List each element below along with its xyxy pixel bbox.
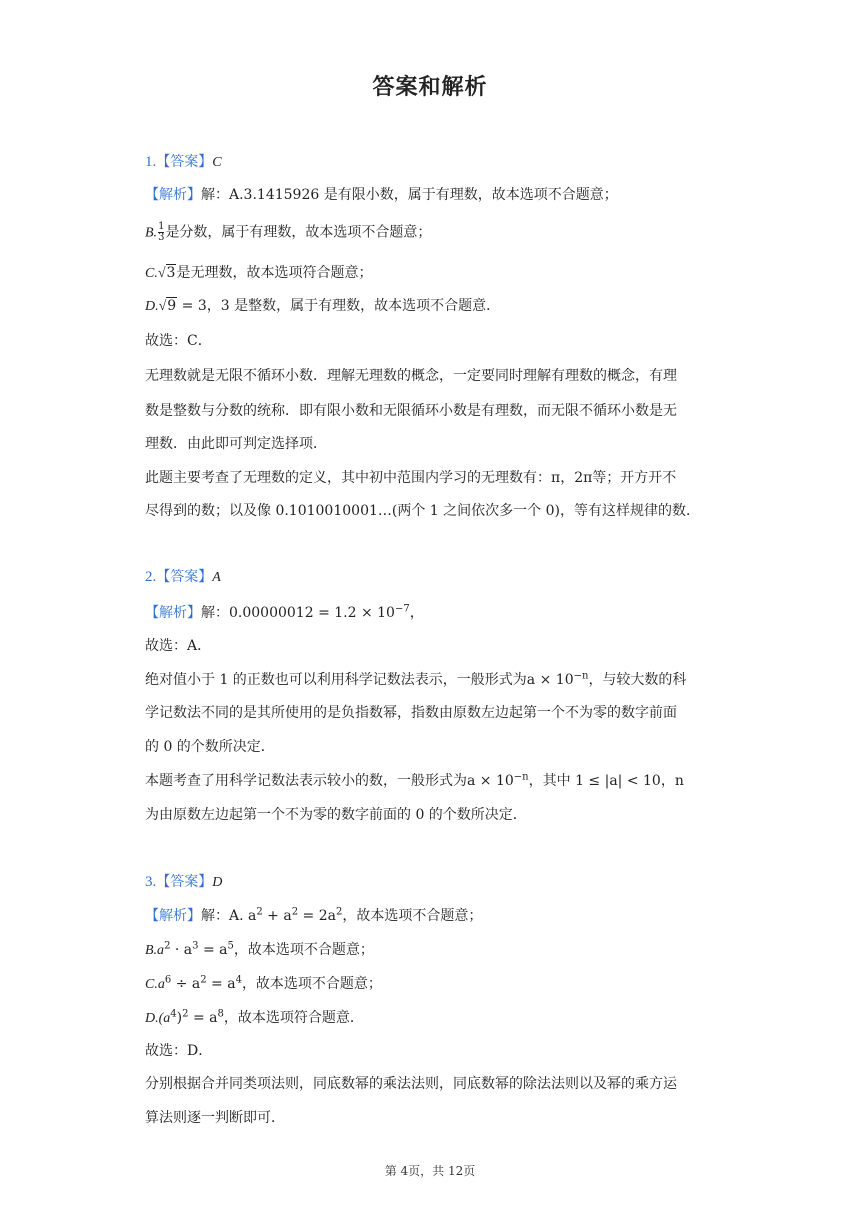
q2-line-2: 故选：A． xyxy=(145,638,212,654)
q1-analysis-label: 【解析】 xyxy=(145,187,201,203)
q3-exp-4a: 4 xyxy=(170,1008,177,1020)
q3-analysis-label: 【解析】 xyxy=(145,908,201,924)
q3-exp-1a: 2 xyxy=(256,906,263,918)
q2-text-6a: 本题考查了用科学记数法表示较小的数，一般形式为a × 10 xyxy=(145,773,514,789)
q1-line-4 xyxy=(145,296,725,317)
q3-text-1b: + a xyxy=(262,908,292,924)
q2-exponent-3: −n xyxy=(573,670,589,682)
q2-answer-label: 【答案】 xyxy=(156,569,213,585)
q1-option-c: C.√ xyxy=(145,266,166,281)
q2-text-3a: 绝对值小于 1 的正数也可以利用科学记数法表示，一般形式为a × 10 xyxy=(145,672,574,688)
q1-line-9: 此题主要考查了无理数的定义，其中初中范围内学习的无理数有：π，2π等；开方开不 xyxy=(145,470,677,486)
q3-analysis-line xyxy=(145,906,725,926)
q3-text-2d: ，故本选项不合题意； xyxy=(233,942,374,958)
q3-text-4a: D.(a xyxy=(145,1011,171,1026)
q2-text-1b: ， xyxy=(409,605,424,621)
q3-exp-2c: 5 xyxy=(227,940,234,952)
q3-exp-2a: 2 xyxy=(164,940,171,952)
q3-line-7: 算法则逐一判断即可． xyxy=(145,1110,285,1126)
q1-text-4: = 3，3 是整数，属于有理数，故本选项不合题意． xyxy=(177,298,501,314)
q2-number: 2. xyxy=(145,569,157,585)
q3-line-4 xyxy=(145,1008,725,1029)
q2-answer: A xyxy=(212,570,221,585)
q1-line-8: 理数．由此即可判定选择项． xyxy=(145,436,327,452)
q3-text-1d: ，故本选项不合题意； xyxy=(342,908,483,924)
q2-exponent-6: −n xyxy=(513,771,529,783)
q1-text-2: 是分数，属于有理数，故本选项不合题意； xyxy=(165,224,432,241)
page-title: 答案和解析 xyxy=(372,75,488,100)
q1-option-b: B. xyxy=(145,225,158,241)
q3-text-3d: ，故本选项不合题意； xyxy=(241,976,382,992)
q1-line-2 xyxy=(145,222,725,244)
q3-text-4d: ，故本选项符合题意． xyxy=(223,1010,364,1026)
q3-text-2a: B.a xyxy=(145,943,165,958)
q1-answer: C xyxy=(212,155,222,170)
q3-text-4b: ) xyxy=(176,1010,183,1026)
q3-answer-line xyxy=(145,872,725,893)
q3-text-3b: ÷ a xyxy=(171,976,201,992)
q2-text-3b: ，与较大数的科 xyxy=(588,672,687,688)
q3-answer-label: 【答案】 xyxy=(156,874,213,890)
q1-answer-line xyxy=(145,152,725,173)
q2-analysis-label: 【解析】 xyxy=(145,605,201,621)
q3-exp-4c: 8 xyxy=(217,1008,224,1020)
q1-fraction-num: 1 xyxy=(158,221,165,232)
q3-exp-2b: 3 xyxy=(192,940,199,952)
q3-answer: D xyxy=(212,875,223,890)
q3-text-2c: = a xyxy=(198,942,228,958)
q1-number: 1. xyxy=(145,154,157,170)
q3-exp-3c: 4 xyxy=(235,974,242,986)
q2-line-4: 学记数法不同的是其所使用的是负指数幂，指数由原数左边起第一个不为零的数字前面 xyxy=(145,705,677,721)
q1-line-10: 尽得到的数；以及像 0.1010010001…(两个 1 之间依次多一个 0)，等有这样规律的数． xyxy=(145,503,700,519)
q1-text-3: 是无理数，故本选项符合题意； xyxy=(176,265,373,281)
q1-line-3 xyxy=(145,263,725,284)
q1-radicand-3: 3 xyxy=(166,265,176,281)
q2-exponent-1: −7 xyxy=(394,603,410,615)
q3-text-3c: = a xyxy=(206,976,236,992)
q2-text-1: 解：0.00000012 = 1.2 × 10 xyxy=(201,605,395,621)
q1-text-1: 解：A.3.1415926 是有限小数，属于有理数，故本选项不合题意； xyxy=(201,187,618,203)
q3-line-6: 分别根据合并同类项法则，同底数幂的乘法法则，同底数幂的除法法则以及幂的乘方运 xyxy=(145,1076,677,1092)
page-footer: 第 4页，共 12页 xyxy=(384,1164,476,1178)
q3-line-3 xyxy=(145,974,725,995)
q1-line-5: 故选：C． xyxy=(145,333,212,349)
q3-text-3a: C.a xyxy=(145,977,165,992)
q3-text-1a: 解：A. a xyxy=(201,908,257,924)
q2-line-6 xyxy=(145,771,725,791)
q3-text-1c: = 2a xyxy=(298,908,336,924)
q3-text-4c: = a xyxy=(188,1010,218,1026)
q2-text-6b: ，其中 1 ≤ |a| < 10，n xyxy=(528,773,684,789)
q3-exp-1c: 2 xyxy=(335,906,343,918)
q2-answer-line xyxy=(145,567,725,588)
q3-exp-3b: 2 xyxy=(200,974,207,986)
q3-exp-1b: 2 xyxy=(291,906,299,918)
q3-line-5: 故选：D． xyxy=(145,1043,213,1059)
q1-line-7: 数是整数与分数的统称．即有限小数和无限循环小数是有理数，而无限不循环小数是无 xyxy=(145,403,677,419)
q2-line-7: 为由原数左边起第一个不为零的数字前面的 0 的个数所决定． xyxy=(145,807,527,823)
q1-line-6: 无理数就是无限不循环小数．理解无理数的概念，一定要同时理解有理数的概念，有理 xyxy=(145,368,677,384)
q1-fraction xyxy=(158,222,164,243)
q2-line-3 xyxy=(145,670,725,690)
q1-analysis-line xyxy=(145,185,725,205)
q3-line-2 xyxy=(145,940,725,961)
q1-answer-label: 【答案】 xyxy=(156,154,213,170)
q3-text-2b: · a xyxy=(170,942,193,958)
q1-radicand-9: 9 xyxy=(167,298,177,314)
q3-number: 3. xyxy=(145,874,157,890)
q2-analysis-line xyxy=(145,603,725,623)
q3-exp-4b: 2 xyxy=(182,1008,189,1020)
q1-option-d: D.√ xyxy=(145,299,167,314)
q1-fraction-den: 3 xyxy=(158,232,165,243)
q3-exp-3a: 6 xyxy=(164,974,172,986)
q2-line-5: 的 0 的个数所决定． xyxy=(145,739,275,755)
